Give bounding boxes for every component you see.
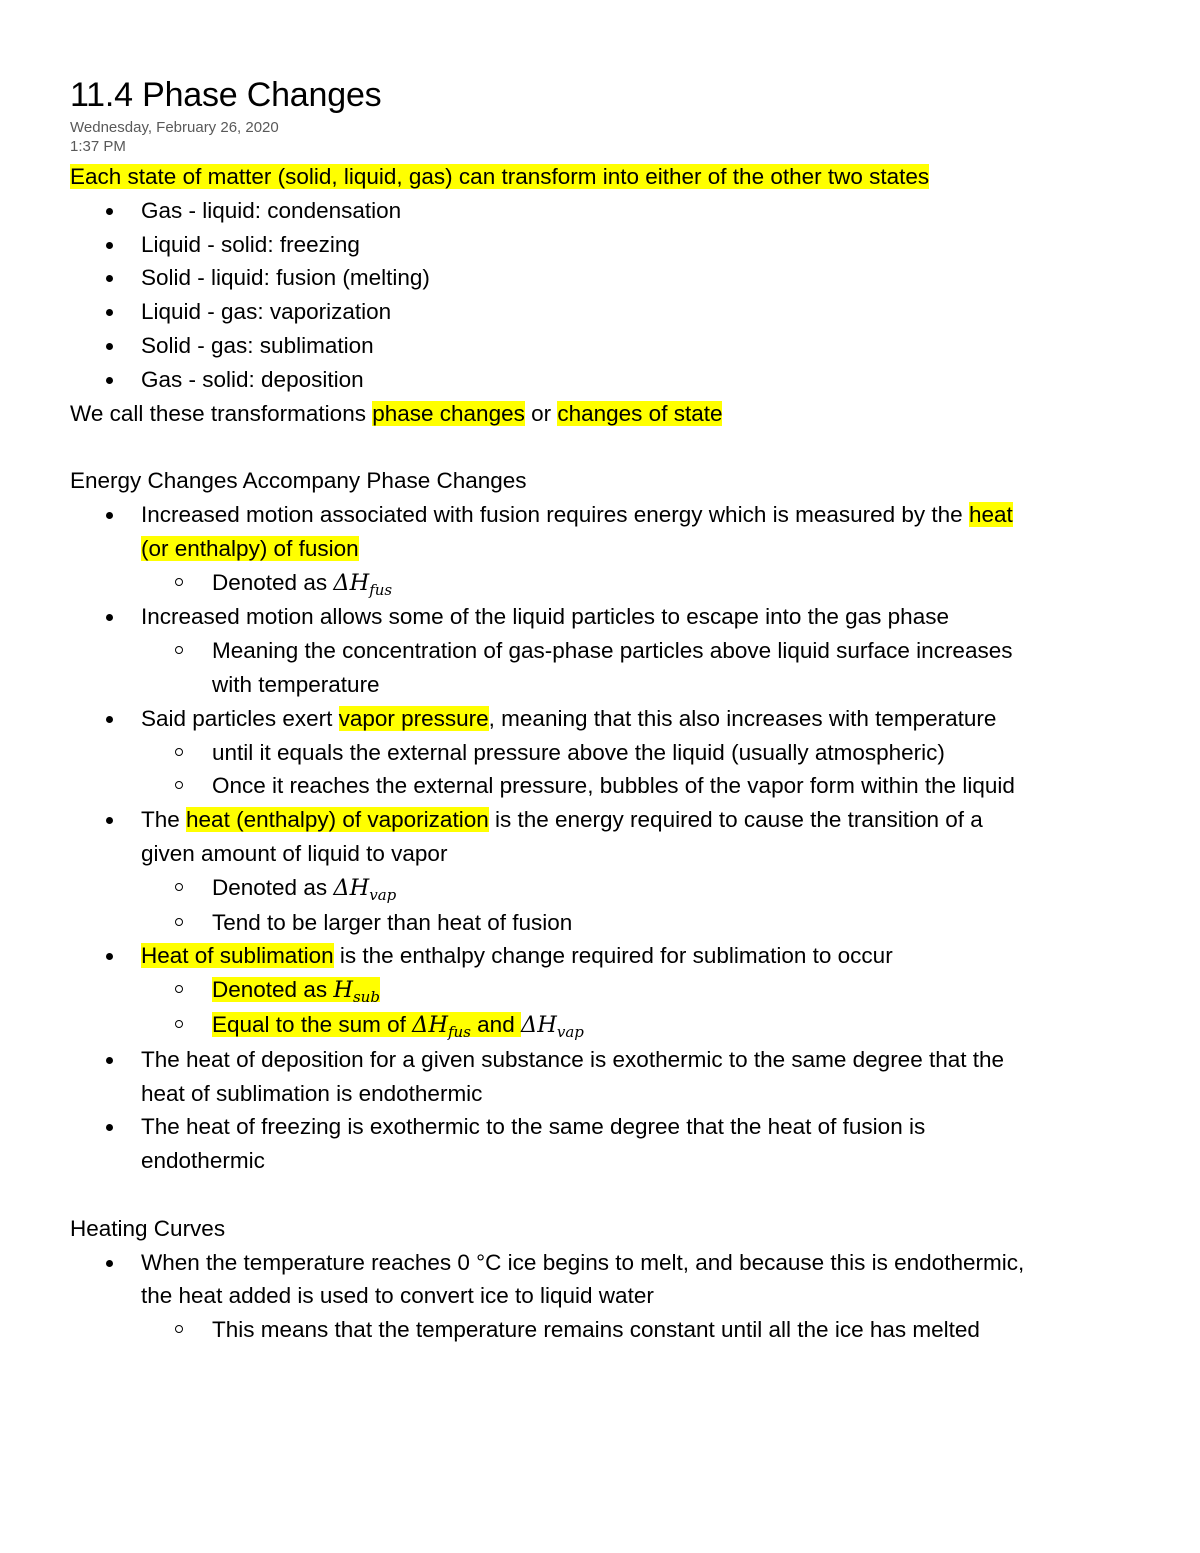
transition-list	[70, 194, 1130, 397]
section-heading-energy: Energy Changes Accompany Phase Changes	[70, 468, 527, 494]
item-text: endothermic	[141, 1148, 265, 1174]
formula-dh-fus	[412, 1011, 471, 1041]
heating-list	[70, 1246, 1130, 1347]
highlight-and: and	[470, 1011, 521, 1037]
energy-list	[70, 498, 1130, 1178]
item-text: Denoted as	[212, 569, 334, 595]
note-date: Wednesday, February 26, 2020	[70, 119, 279, 136]
item-text: The heat of deposition for a given substance is exothermic to the same degree that the	[141, 1046, 1005, 1072]
list-item	[70, 871, 1130, 906]
formula-subscript: fus	[369, 580, 393, 599]
formula-symbol: ΔH	[333, 874, 370, 901]
formula-h-sub	[333, 977, 380, 1007]
formula-subscript: vap	[556, 1022, 584, 1041]
note-body	[70, 160, 1130, 1347]
highlight-changes-of-state: changes of state	[557, 400, 723, 426]
formula-symbol: H	[333, 977, 353, 1004]
formula-dh-vap	[333, 874, 397, 904]
highlight-denoted-h-sub	[212, 977, 380, 1007]
highlight-heat: heat	[968, 501, 1013, 527]
highlight-phase-changes: phase changes	[372, 400, 525, 426]
intro-line	[70, 160, 1130, 194]
item-text: The	[141, 807, 187, 833]
list-item: Liquid - solid: freezing	[70, 228, 1130, 262]
call-text: or	[524, 400, 558, 426]
page-title: 11.4 Phase Changes	[70, 76, 382, 114]
formula-subscript: sub	[352, 988, 380, 1007]
formula-subscript: vap	[369, 885, 397, 904]
intro-highlight: Each state of matter (solid, liquid, gas) can transform into either of the other two states	[70, 164, 930, 189]
item-text: with temperature	[212, 671, 380, 697]
call-line	[70, 397, 1130, 431]
formula-dh-vap	[520, 1011, 584, 1041]
item-text: Denoted as	[212, 977, 334, 1003]
list-item: Once it reaches the external pressure, bubbles of the vapor form within the liquid	[70, 769, 1130, 803]
list-item	[70, 498, 1130, 566]
list-item: Increased motion allows some of the liquid particles to escape into the gas phase	[70, 600, 1130, 634]
item-text: Denoted as	[212, 874, 334, 900]
list-item	[70, 566, 1130, 601]
list-item: until it equals the external pressure above the liquid (usually atmospheric)	[70, 736, 1130, 770]
call-text: We call these transformations	[70, 400, 373, 426]
highlight-enthalpy-of-fusion: (or enthalpy) of fusion	[141, 535, 359, 561]
item-text: Equal to the sum of	[212, 1011, 413, 1037]
item-text: Increased motion associated with fusion requires energy which is measured by the	[141, 501, 969, 527]
list-item: Tend to be larger than heat of fusion	[70, 906, 1130, 940]
list-item	[70, 939, 1130, 973]
section-heading-heating: Heating Curves	[70, 1215, 226, 1241]
formula-subscript: fus	[448, 1022, 471, 1041]
list-item: This means that the temperature remains constant until all the ice has melted	[70, 1313, 1130, 1347]
highlight-sum	[212, 1011, 471, 1041]
item-text: is the energy required to cause the transition of a	[488, 807, 983, 833]
list-item	[70, 803, 1130, 871]
list-item: Gas - solid: deposition	[70, 363, 1130, 397]
list-item	[70, 634, 1130, 702]
highlight-vapor-pressure: vapor pressure	[338, 705, 489, 731]
highlight-heat-of-vaporization: heat (enthalpy) of vaporization	[186, 807, 489, 833]
list-item: Gas - liquid: condensation	[70, 194, 1130, 228]
item-text: the heat added is used to convert ice to liquid water	[141, 1283, 654, 1309]
item-text: heat of sublimation is endothermic	[141, 1080, 483, 1106]
list-item	[70, 1043, 1130, 1111]
item-text: Said particles exert	[141, 705, 339, 731]
list-item	[70, 1246, 1130, 1314]
item-text: is the enthalpy change required for sublimation to occur	[333, 943, 893, 969]
formula-symbol: ΔH	[520, 1011, 557, 1038]
item-text: , meaning that this also increases with temperature	[488, 705, 997, 731]
list-item	[70, 973, 1130, 1008]
item-text: given amount of liquid to vapor	[141, 840, 448, 866]
list-item: Liquid - gas: vaporization	[70, 295, 1130, 329]
highlight-heat-of-sublimation: Heat of sublimation	[141, 943, 334, 969]
list-item	[70, 1008, 1130, 1043]
list-item	[70, 702, 1130, 736]
formula-symbol: ΔH	[333, 569, 370, 596]
note-time: 1:37 PM	[70, 138, 126, 155]
formula-symbol: ΔH	[412, 1011, 448, 1038]
list-item	[70, 1110, 1130, 1178]
item-text: When the temperature reaches 0 °C ice begins to melt, and because this is endothermic,	[141, 1249, 1025, 1275]
list-item: Solid - gas: sublimation	[70, 329, 1130, 363]
item-text: The heat of freezing is exothermic to the same degree that the heat of fusion is	[141, 1114, 926, 1140]
list-item: Solid - liquid: fusion (melting)	[70, 261, 1130, 295]
item-text: Meaning the concentration of gas-phase particles above liquid surface increases	[212, 638, 1013, 664]
formula-dh-fus	[333, 569, 393, 599]
